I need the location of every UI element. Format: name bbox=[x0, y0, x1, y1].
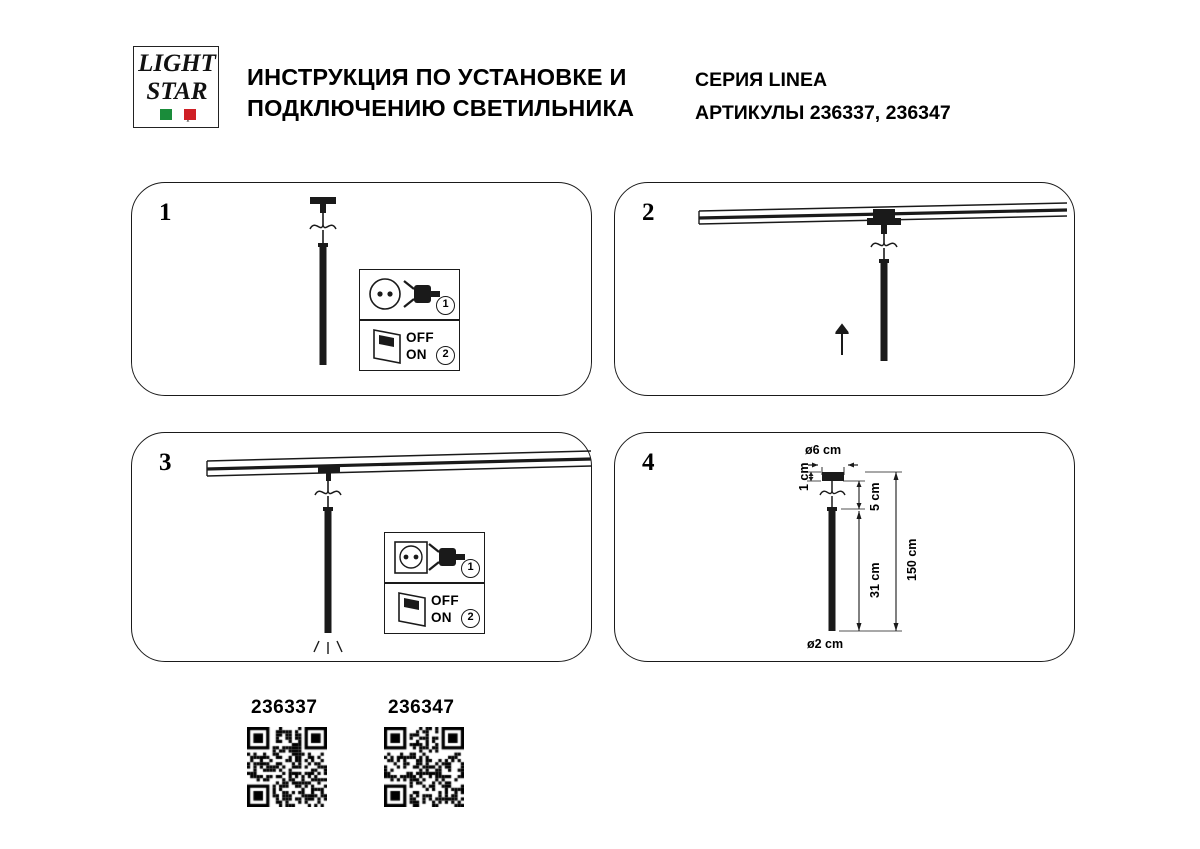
page-title: ИНСТРУКЦИЯ ПО УСТАНОВКЕ И ПОДКЛЮЧЕНИЮ СВЕТИЛЬНИКА bbox=[247, 64, 635, 121]
dim-cable-drop: 5 cm bbox=[868, 482, 882, 511]
articles-line: АРТИКУЛЫ 236337, 236347 bbox=[695, 102, 951, 124]
step-panel-4 bbox=[614, 432, 1075, 662]
switch-off-label-3: OFF bbox=[431, 593, 459, 608]
step-3-illustration bbox=[132, 433, 593, 663]
dim-rod-diameter: ø2 cm bbox=[807, 637, 844, 651]
italian-flag-icon bbox=[160, 109, 196, 120]
dim-canopy-diameter: ø6 cm bbox=[805, 443, 842, 457]
logo-line-2: STAR bbox=[146, 78, 208, 105]
series-line: СЕРИЯ LINEA bbox=[695, 69, 828, 91]
socket-icon-card-1 bbox=[359, 269, 460, 320]
qr-label-236337: 236337 bbox=[251, 697, 318, 718]
step-number-2: 2 bbox=[642, 199, 655, 226]
product-info bbox=[695, 64, 1115, 130]
dim-total-length: 150 cm bbox=[905, 538, 919, 581]
dim-rod-length: 31 cm bbox=[868, 562, 882, 598]
switch-on-label-3: ON bbox=[431, 610, 452, 625]
step-4-illustration bbox=[615, 433, 1076, 663]
switch-icon-card-1 bbox=[359, 320, 460, 371]
badge-switch-2: 2 bbox=[436, 346, 455, 365]
step-panel-1 bbox=[131, 182, 592, 396]
logo-line-1: LIGHT bbox=[138, 50, 216, 77]
step-number-4: 4 bbox=[642, 449, 655, 476]
switch-icon-card-3 bbox=[384, 583, 485, 634]
qr-label-236347: 236347 bbox=[388, 697, 455, 718]
step-panel-3 bbox=[131, 432, 592, 662]
switch-on-label-1: ON bbox=[406, 347, 427, 362]
qr-code-236347 bbox=[384, 727, 464, 807]
brand-logo bbox=[133, 46, 219, 128]
badge-socket-1: 1 bbox=[436, 296, 455, 315]
badge-socket-1: 1 bbox=[461, 559, 480, 578]
step-number-3: 3 bbox=[159, 449, 172, 476]
badge-switch-2: 2 bbox=[461, 609, 480, 628]
switch-off-label-1: OFF bbox=[406, 330, 434, 345]
dim-canopy-height: 1 cm bbox=[797, 462, 811, 491]
socket-icon-card-3 bbox=[384, 532, 485, 583]
header bbox=[0, 0, 1200, 160]
step-panel-2 bbox=[614, 182, 1075, 396]
qr-code-236337 bbox=[247, 727, 327, 807]
step-2-illustration bbox=[615, 183, 1076, 397]
step-number-1: 1 bbox=[159, 199, 172, 226]
